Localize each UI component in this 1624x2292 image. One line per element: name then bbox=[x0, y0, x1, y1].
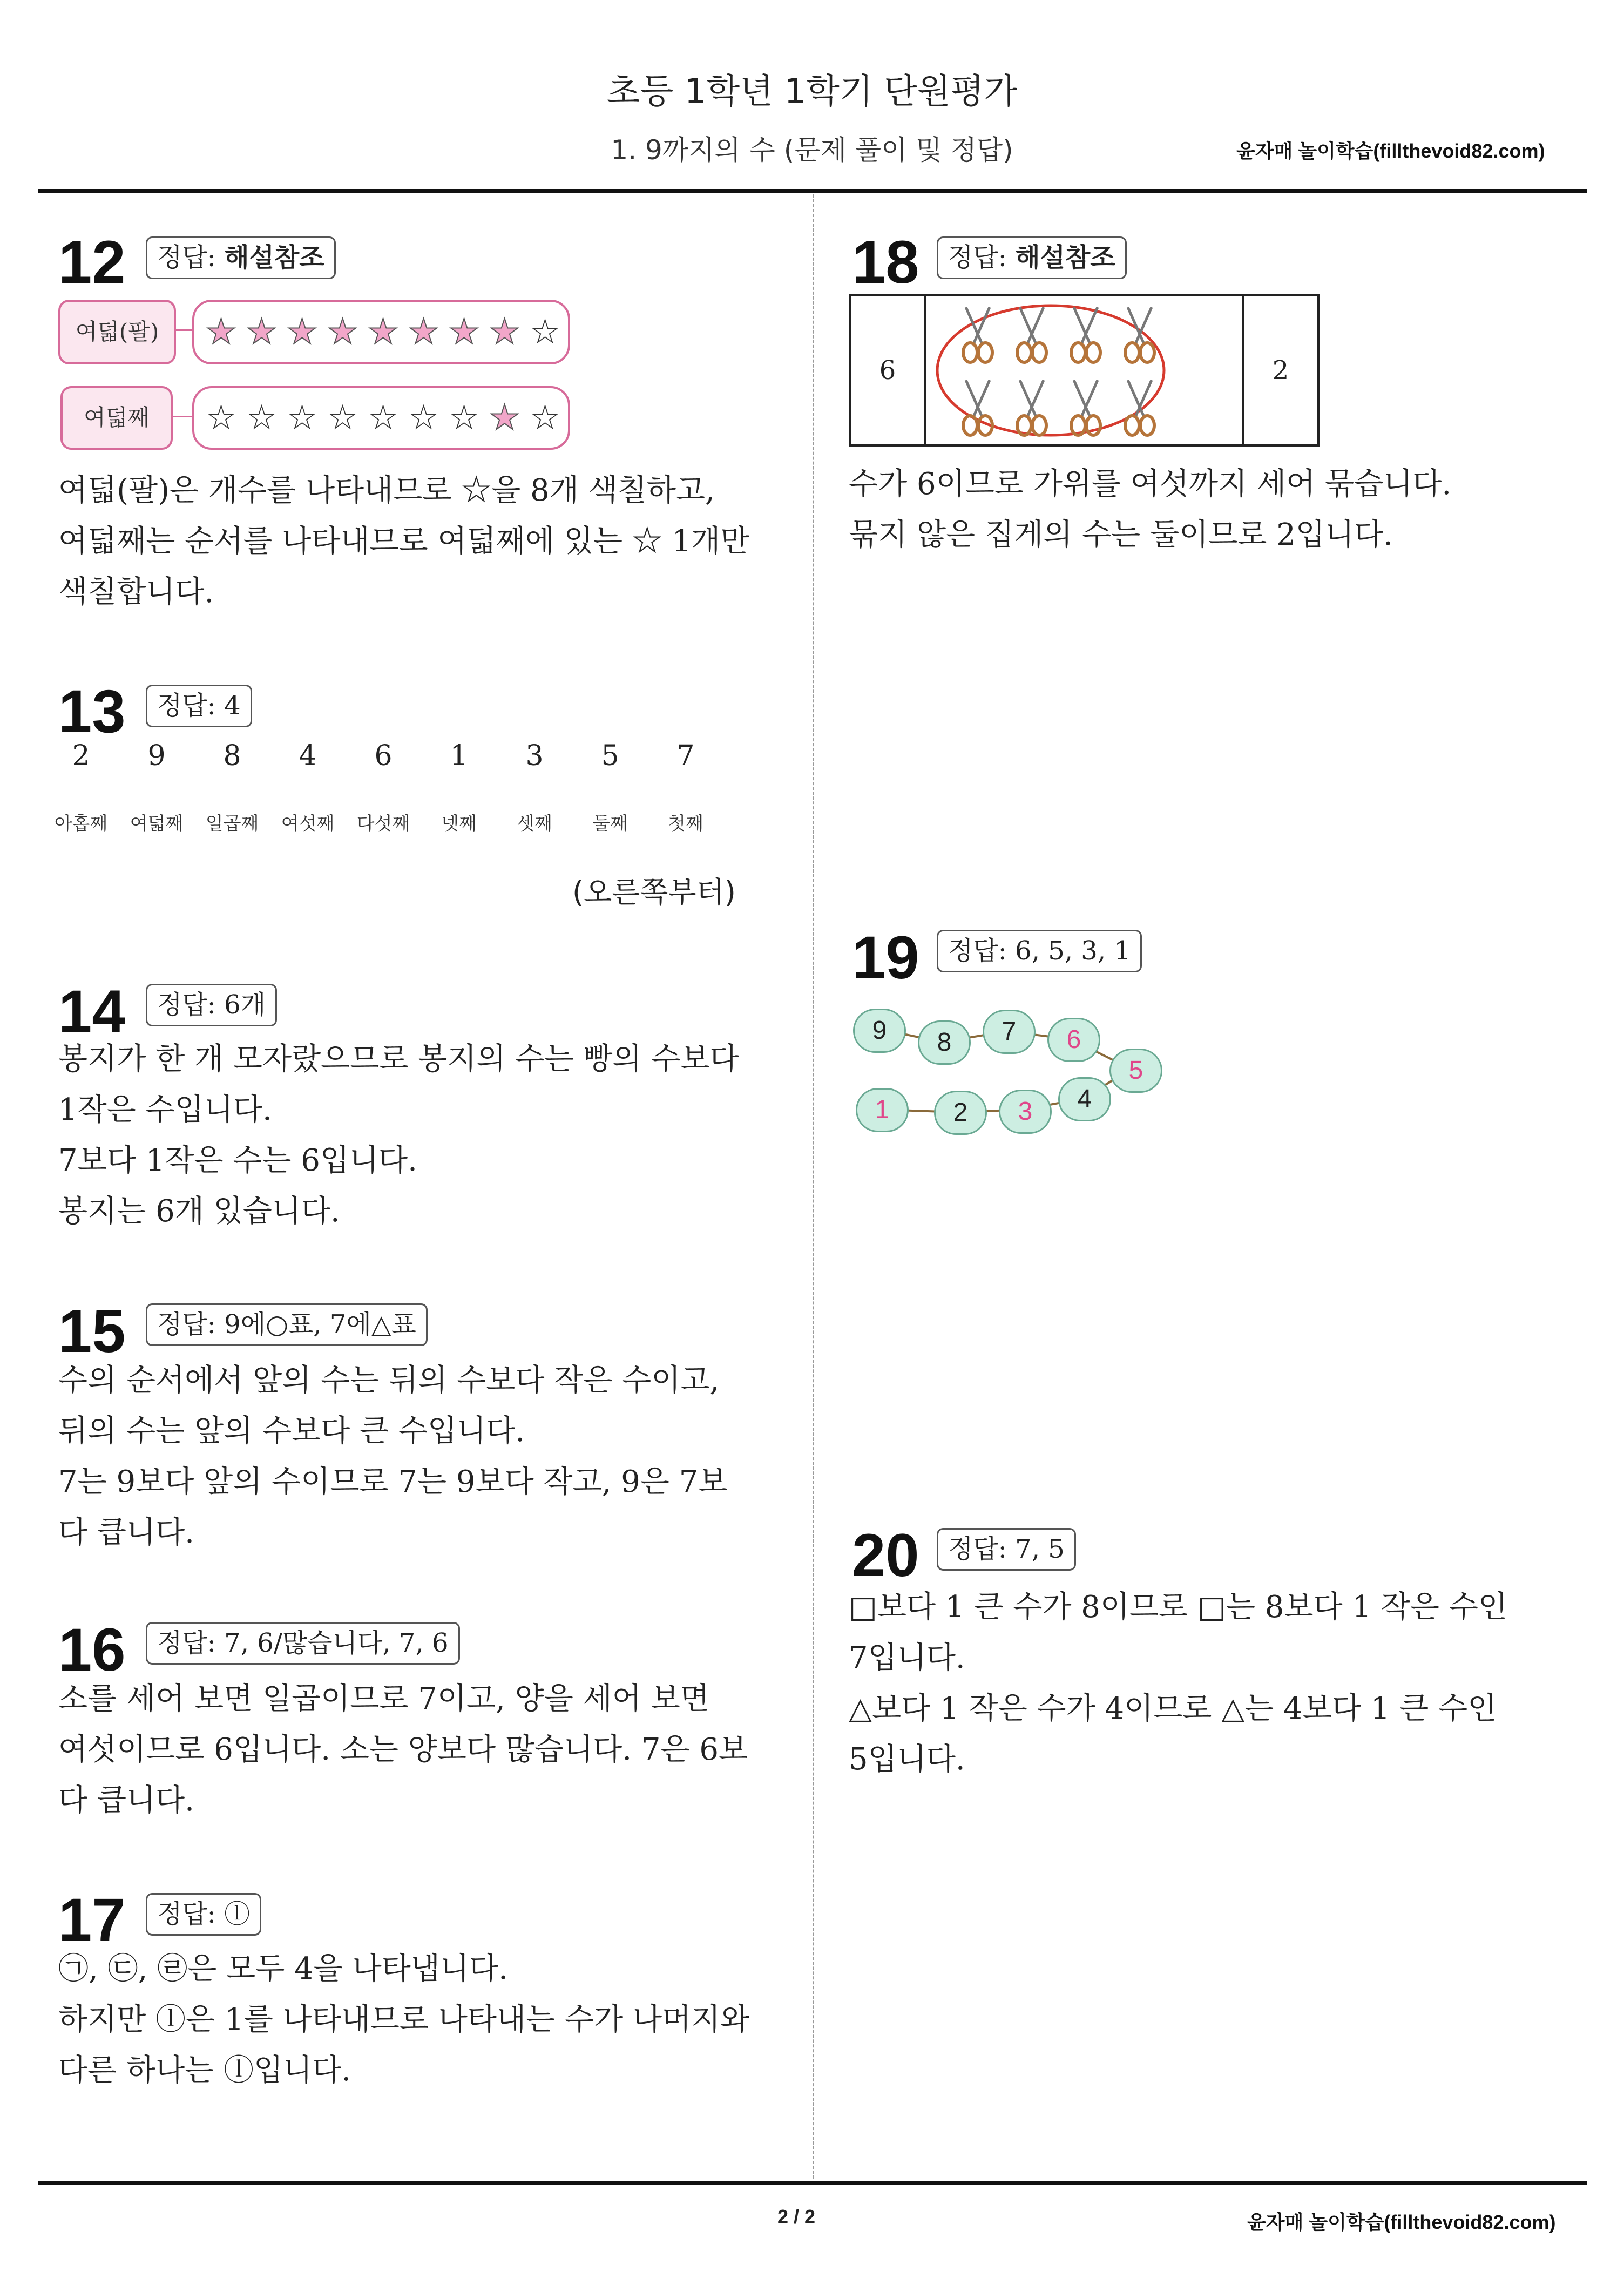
filled-star-icon: ★ bbox=[327, 312, 358, 352]
star-row-count bbox=[192, 300, 570, 364]
column-divider bbox=[813, 194, 814, 2179]
answer-box: 정답: 7, 5 bbox=[937, 1528, 1076, 1571]
number-row: 2 9 8 4 6 1 3 5 7 bbox=[72, 740, 695, 772]
empty-star-icon: ☆ bbox=[529, 312, 561, 352]
scissors-icon bbox=[1071, 307, 1100, 362]
answer-box: 정답: 해설참조 bbox=[146, 236, 336, 279]
explanation: ㉠, ㉢, ㉣은 모두 4을 나타냅니다. 하지만 ⓛ은 1를 나타내므로 나타내는 수가 나머지와 다른 하나는 ⓛ입니다. bbox=[58, 1951, 750, 2088]
question-number: 12 bbox=[58, 228, 126, 296]
explanation: 소를 세어 보면 일곱이므로 7이고, 양을 세어 보면 여섯이므로 6입니다. 소는 양보다 많습니다. 7은 6보 다 큽니다. bbox=[58, 1681, 748, 1818]
explanation: 여덟(팔)은 개수를 나타내므로 ☆을 8개 색칠하고, 여덟째는 순서를 나타내므로 여덟째에 있는 ☆ 1개만 색칠합니다. bbox=[58, 473, 750, 610]
cloud-9: 9 bbox=[853, 1009, 906, 1053]
scissors-icon bbox=[1071, 380, 1100, 435]
explanation: □보다 1 큰 수가 8이므로 □는 8보다 1 작은 수인 7입니다. △보다 1 작은 수가 4이므로 △는 4보다 1 큰 수인 5입니다. bbox=[849, 1590, 1507, 1777]
cloud-6: 6 bbox=[1047, 1018, 1100, 1062]
filled-star-icon: ★ bbox=[408, 312, 439, 352]
scissors-icon bbox=[1017, 307, 1046, 362]
answer-box: 정답: ⓛ bbox=[146, 1893, 261, 1936]
filled-star-icon: ★ bbox=[367, 312, 399, 352]
explanation: 수가 6이므로 가위를 여섯까지 세어 묶습니다. 묶지 않은 집게의 수는 둘이므로 2입니다. bbox=[849, 466, 1452, 552]
scissors-icon bbox=[1017, 380, 1046, 435]
header-brand: 윤자매 놀이학습(fillthevoid82.com) bbox=[1236, 140, 1545, 162]
cloud-2: 2 bbox=[934, 1091, 987, 1135]
question-number: 18 bbox=[852, 228, 919, 296]
page-title: 초등 1학년 1학기 단원평가 bbox=[606, 72, 1018, 112]
footer-rule bbox=[38, 2181, 1587, 2185]
answer-box: 정답: 7, 6/많습니다, 7, 6 bbox=[146, 1622, 460, 1665]
filled-star-icon: ★ bbox=[205, 312, 237, 352]
empty-star-icon: ☆ bbox=[408, 398, 439, 438]
scissors-figure bbox=[849, 294, 1320, 447]
empty-star-icon: ☆ bbox=[448, 398, 480, 438]
connector bbox=[171, 416, 193, 417]
cloud-8: 8 bbox=[918, 1020, 971, 1065]
header-rule bbox=[38, 189, 1587, 193]
filled-star-icon: ★ bbox=[489, 398, 520, 438]
filled-star-icon: ★ bbox=[286, 312, 318, 352]
ordinal-row: 아홉째 여덟째 일곱째 여섯째 다섯째 넷째 셋째 둘째 첫째 bbox=[54, 813, 703, 835]
answer-box: 정답: 6, 5, 3, 1 bbox=[937, 930, 1142, 972]
answer-box: 정답: 6개 bbox=[146, 984, 277, 1026]
answer-box: 정답: 4 bbox=[146, 685, 252, 727]
empty-star-icon: ☆ bbox=[286, 398, 318, 438]
scissors-illustration bbox=[926, 296, 1240, 444]
question-number: 20 bbox=[852, 1522, 919, 1589]
figure-right-value: 2 bbox=[1242, 296, 1317, 444]
question-number: 14 bbox=[58, 978, 126, 1045]
page-number: 2 / 2 bbox=[777, 2206, 816, 2228]
cloud-1: 1 bbox=[856, 1088, 909, 1132]
empty-star-icon: ☆ bbox=[367, 398, 399, 438]
star-label-order: 여덟째 bbox=[60, 386, 173, 450]
answer-box: 정답: 9에○표, 7에△표 bbox=[146, 1303, 428, 1346]
question-number: 19 bbox=[852, 924, 919, 991]
explanation: 수의 순서에서 앞의 수는 뒤의 수보다 작은 수이고, 뒤의 수는 앞의 수보다 큰 수입니다. 7는 9보다 앞의 수이므로 7는 9보다 작고, 9은 7보 다 큽니다. bbox=[58, 1363, 728, 1550]
scissors-icon bbox=[1125, 307, 1154, 362]
empty-star-icon: ☆ bbox=[246, 398, 278, 438]
question-number: 17 bbox=[58, 1886, 126, 1953]
number-clouds bbox=[850, 999, 1174, 1139]
question-number: 13 bbox=[58, 678, 126, 745]
empty-star-icon: ☆ bbox=[529, 398, 561, 438]
footer-brand: 윤자매 놀이학습(fillthevoid82.com) bbox=[1247, 2211, 1556, 2233]
star-label-count: 여덟(팔) bbox=[58, 300, 176, 364]
empty-star-icon: ☆ bbox=[327, 398, 358, 438]
filled-star-icon: ★ bbox=[448, 312, 480, 352]
cloud-4: 4 bbox=[1058, 1077, 1111, 1121]
figure-left-value: 6 bbox=[851, 296, 926, 444]
direction-note: (오른쪽부터) bbox=[572, 875, 736, 909]
filled-star-icon: ★ bbox=[489, 312, 520, 352]
answer-box: 정답: 해설참조 bbox=[937, 236, 1127, 279]
cloud-3: 3 bbox=[999, 1090, 1052, 1134]
scissors-icon bbox=[963, 380, 992, 435]
cloud-5: 5 bbox=[1109, 1049, 1162, 1093]
cloud-7: 7 bbox=[983, 1010, 1036, 1054]
empty-star-icon: ☆ bbox=[205, 398, 237, 438]
question-number: 16 bbox=[58, 1616, 126, 1683]
scissors-icon bbox=[1125, 380, 1154, 435]
explanation: 봉지가 한 개 모자랐으므로 봉지의 수는 빵의 수보다 1작은 수입니다. 7보다 1작은 수는 6입니다. 봉지는 6개 있습니다. bbox=[58, 1042, 739, 1229]
page-subtitle: 1. 9까지의 수 (문제 풀이 및 정답) bbox=[611, 134, 1013, 166]
star-row-order bbox=[192, 386, 570, 450]
filled-star-icon: ★ bbox=[246, 312, 278, 352]
connector bbox=[174, 329, 193, 331]
question-number: 15 bbox=[58, 1297, 126, 1365]
